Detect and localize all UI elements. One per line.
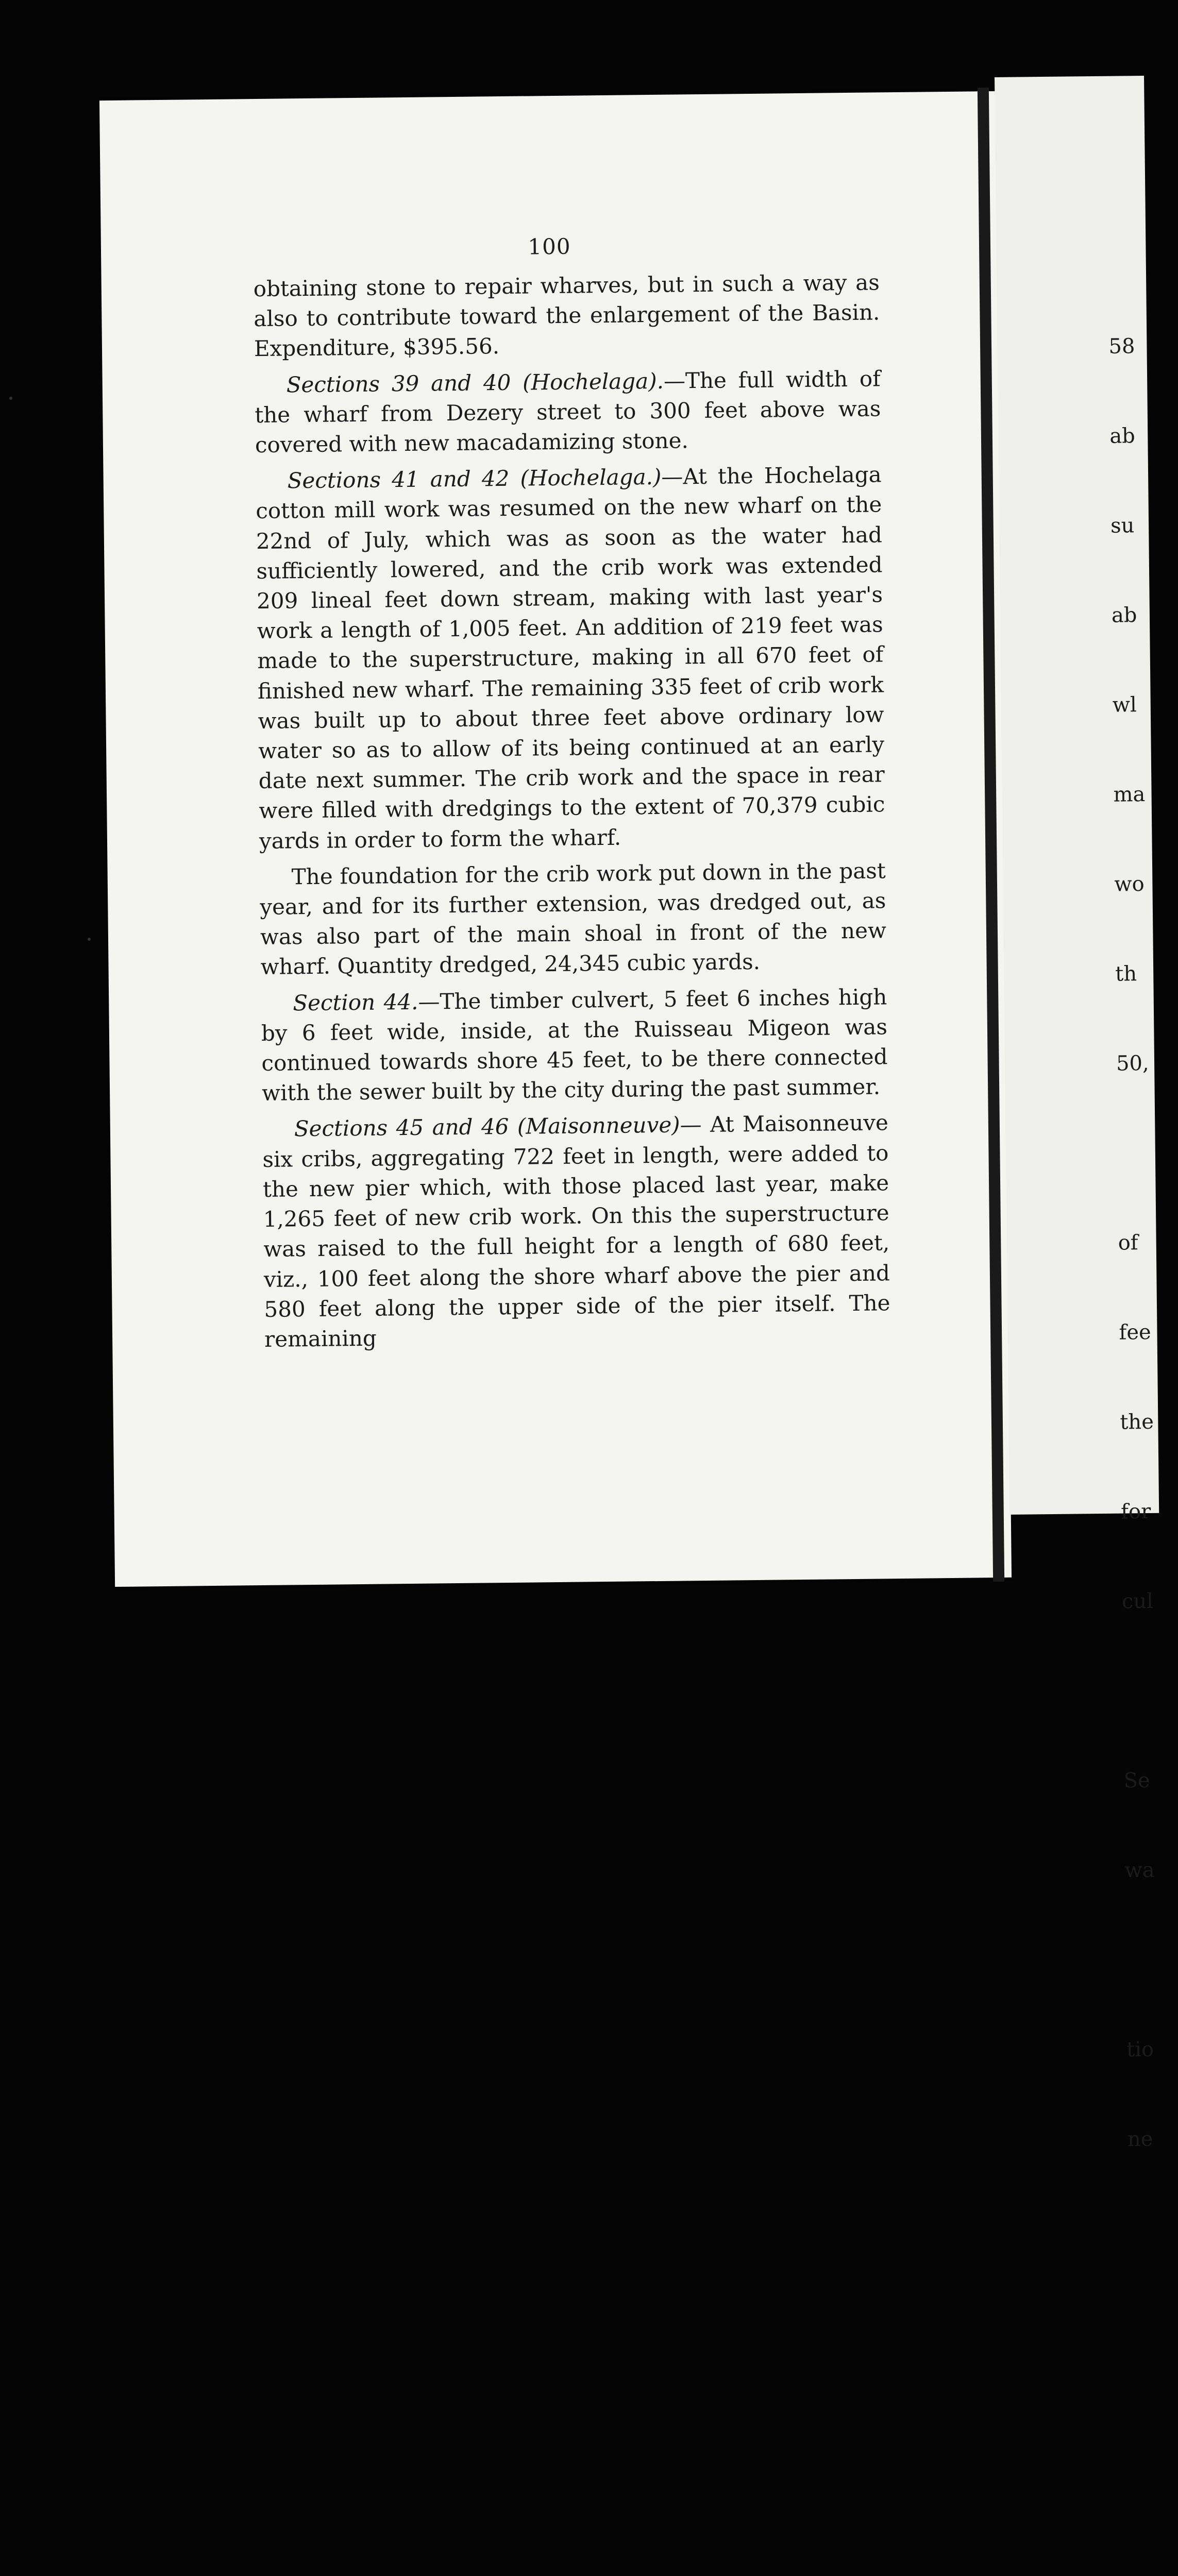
paragraph-text: — At Maisonneuve six cribs, aggregating 722 feet in length, were added to the new pier which, with those placed last year, make 1,265 feet of new crib work. On this the superstructure was raised to the full height for a length of 680 feet, viz., 100 feet along the shore wharf above the pier and 580 feet along the upper side of the pier itself. The remaining [262, 1110, 890, 1352]
fragment-line [1131, 2483, 1171, 2513]
page-number: 100 [528, 233, 571, 260]
paragraph-text: The foundation for the crib work put down in the past year, and for its further extension, was dredged out, as was also part of the main shoal in front of the new wharf. Quantity dredged, 24,345 cubic yards. [260, 858, 887, 980]
paragraph [262, 1108, 891, 1354]
paragraph-text: obtaining stone to repair wharves, but in such a way as also to contribute toward the enlargement of the Basin. Expenditure, $395.56. [253, 269, 880, 362]
fragment-line [1128, 2214, 1168, 2244]
fragment-line: th [1115, 962, 1137, 986]
body-text [253, 267, 890, 1361]
fragment-line: ma [1113, 783, 1146, 807]
paragraph [261, 982, 888, 1109]
fragment-line: wo [1114, 872, 1145, 896]
paragraph [253, 267, 880, 364]
fragment-line: 50, [1116, 1051, 1149, 1076]
fragment-line [1130, 2393, 1170, 2424]
facing-page [995, 76, 1159, 2151]
fragment-line: cul [1121, 1589, 1154, 1614]
left-page [99, 91, 1012, 1587]
paragraph [255, 460, 885, 856]
fragment-line: wa [1124, 1858, 1155, 1883]
paragraph [259, 856, 886, 982]
fragment-line: Se [1123, 1769, 1150, 1793]
paragraph-text: —At the Hochelaga cotton mill work was resumed on the new wharf on the 22nd of July, which was as soon as the water had sufficiently lowered, and the crib work was extended 209 lineal feet down stream, making with last year's work a length of 1,005 feet. An addition of 219 feet was made to the superstructure, making in all 670 feet of finished new wharf. The remaining 335 feet of crib work was built up to about three feet above ordinary low water so as to allow of its being continued at an early date next summer. The crib work and the space in rear were filled with dredgings to the extent of 70,379 cubic yards in order to form the wharf. [256, 462, 885, 854]
fragment-line: ne [1127, 2127, 1153, 2151]
fragment-line: tio [1126, 2037, 1154, 2062]
fragment-line [1129, 2303, 1169, 2334]
section-heading: Sections 45 and 46 (Maisonneuve) [294, 1112, 680, 1142]
dust-speck [88, 938, 91, 941]
fragment-line: ab [1109, 424, 1135, 448]
paragraph [254, 364, 881, 460]
fragment-line [1132, 2572, 1172, 2576]
fragment-line: the [1120, 1410, 1154, 1434]
fragment-line [1123, 1676, 1163, 1706]
fragment-line: fee [1119, 1320, 1151, 1345]
fragment-line: ab [1111, 603, 1137, 628]
section-heading: Sections 39 and 40 (Hochelaga). [286, 368, 664, 398]
paragraph-text: —The full width of the wharf from Dezery street to 300 feet above was covered with new macadamizing stone. [255, 365, 881, 458]
paragraph-text: —The timber culvert, 5 feet 6 inches high by 6 feet wide, inside, at the Ruisseau Migeon was continued towards shore 45 feet, to be there connected with the sewer built by the city during the past summer. [261, 984, 888, 1106]
fragment-line: 58 [1108, 334, 1135, 359]
fragment-line: for [1120, 1499, 1151, 1524]
fragment-line: of [1118, 1231, 1138, 1255]
fragment-line: wl [1112, 693, 1137, 717]
fragment-line [1125, 1945, 1165, 1975]
fragment-line [1117, 1138, 1157, 1168]
section-heading: Section 44. [293, 989, 418, 1016]
fragment-line: su [1110, 514, 1135, 538]
section-heading: Sections 41 and 42 (Hochelaga.) [287, 464, 662, 494]
facing-page-fragments [1108, 272, 1178, 2576]
dust-speck [9, 397, 12, 400]
